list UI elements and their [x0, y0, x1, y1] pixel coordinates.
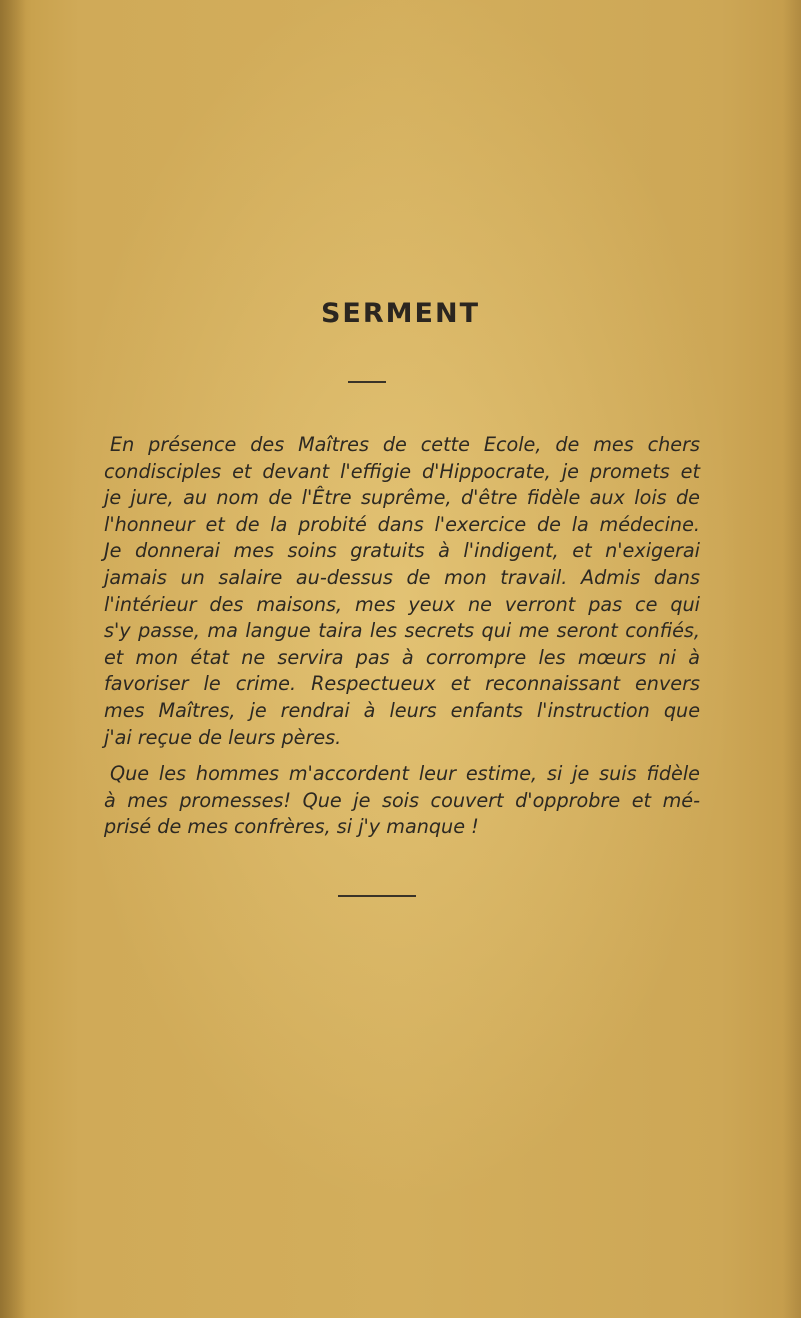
oath-paragraph-1	[104, 432, 700, 751]
text-line: Que les hommes m'accordent leur estime, si je suis fidèle	[110, 762, 700, 786]
text-line: prisé de mes confrères, si j'y manque !	[104, 815, 479, 839]
page-title: SERMENT	[320, 298, 480, 329]
oath-paragraph-2	[104, 761, 700, 841]
text-line: jamais un salaire au-dessus de mon travail. Admis dans	[104, 565, 700, 589]
text-line: à mes promesses! Que je sois couvert d'opprobre et mé-	[104, 788, 700, 812]
paragraph-gap	[104, 751, 700, 761]
closing-divider	[338, 895, 416, 897]
text-line: l'intérieur des maisons, mes yeux ne verront pas ce qui	[104, 592, 700, 616]
page-edge-shadow-right	[783, 0, 801, 1318]
text-line: l'honneur et de la probité dans l'exercice de la médecine.	[104, 512, 700, 536]
text-line: En présence des Maîtres de cette Ecole, de mes chers	[110, 433, 700, 456]
page-edge-shadow-left	[0, 0, 26, 1318]
title-divider	[348, 381, 386, 383]
text-line: mes Maîtres, je rendrai à leurs enfants l'instruction que	[104, 698, 700, 722]
text-line: Je donnerai mes soins gratuits à l'indigent, et n'exigerai	[104, 539, 700, 563]
text-line: et mon état ne servira pas à corrompre les mœurs ni à	[104, 645, 700, 669]
text-line: je jure, au nom de l'Être suprême, d'être fidèle aux lois de	[104, 486, 700, 510]
text-line: favoriser le crime. Respectueux et reconnaissant envers	[104, 672, 700, 696]
text-line: s'y passe, ma langue taira les secrets qui me seront confiés,	[104, 619, 700, 643]
oath-text	[104, 432, 700, 841]
text-line: j'ai reçue de leurs pères.	[104, 725, 342, 749]
text-line: condisciples et devant l'effigie d'Hippocrate, je promets et	[104, 459, 700, 483]
